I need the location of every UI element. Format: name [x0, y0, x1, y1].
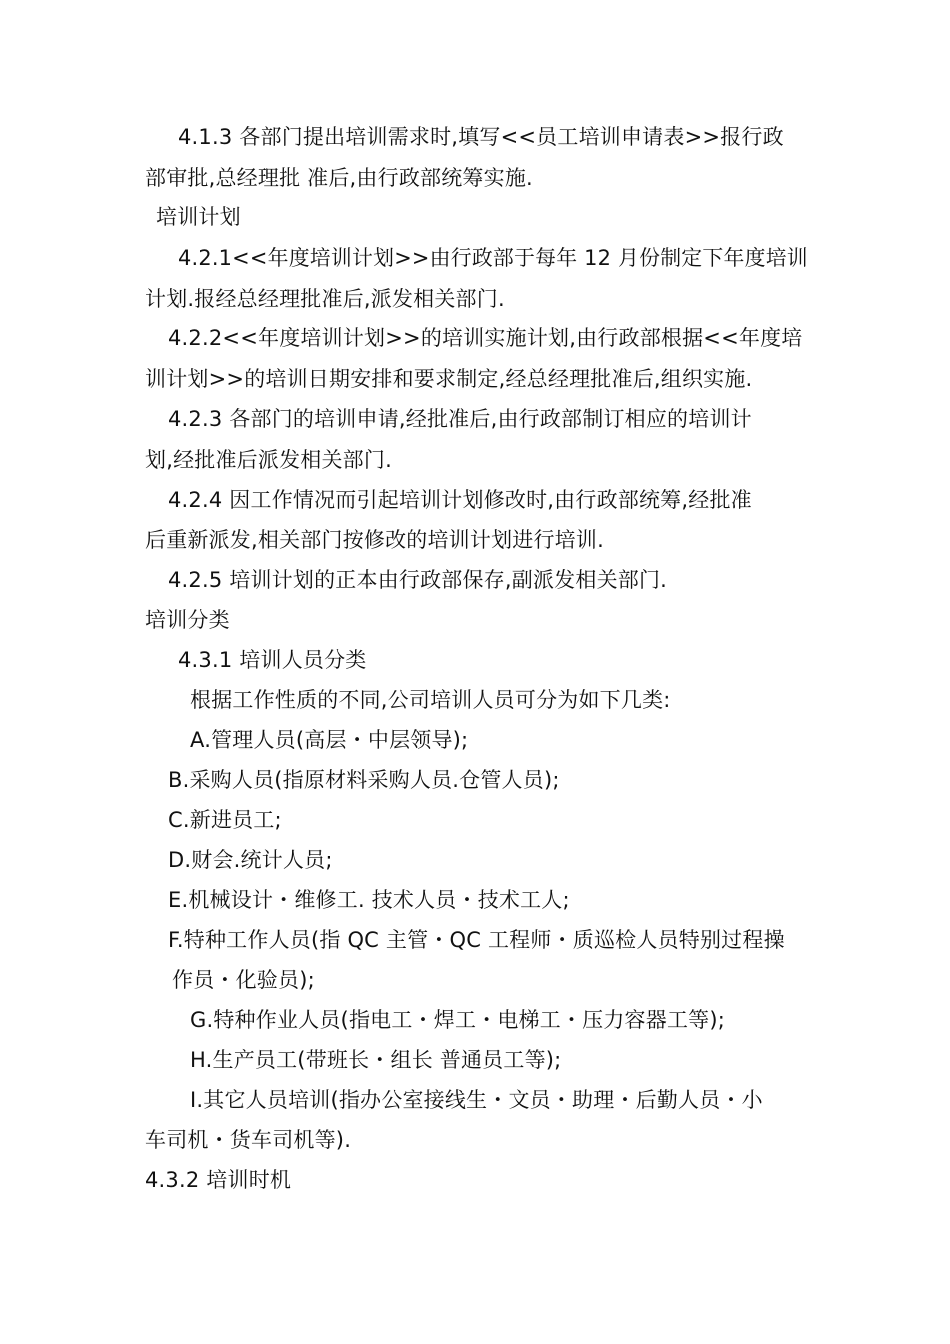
list-item: A.管理人员(高层・中层领导);	[190, 728, 469, 752]
list-item: H.生产员工(带班长・组长 普通员工等);	[190, 1048, 562, 1072]
section-heading: 培训分类	[145, 608, 230, 632]
paragraph-line: 4.2.3 各部门的培训申请,经批准后,由行政部制订相应的培训计	[168, 407, 752, 431]
list-item: D.财会.统计人员;	[168, 848, 333, 872]
list-item: 车司机・货车司机等).	[145, 1128, 352, 1152]
paragraph-line: 根据工作性质的不同,公司培训人员可分为如下几类:	[190, 688, 671, 712]
paragraph-line: 划,经批准后派发相关部门.	[145, 448, 392, 472]
list-item: 作员・化验员);	[172, 968, 315, 992]
paragraph-line: 后重新派发,相关部门按修改的培训计划进行培训.	[145, 528, 604, 552]
paragraph-line: 部审批,总经理批 准后,由行政部统筹实施.	[145, 166, 533, 190]
list-item: I.其它人员培训(指办公室接线生・文员・助理・后勤人员・小	[190, 1088, 763, 1112]
paragraph-line: 4.2.5 培训计划的正本由行政部保存,副派发相关部门.	[168, 568, 668, 592]
paragraph-line: 计划.报经总经理批准后,派发相关部门.	[145, 287, 505, 311]
paragraph-line: 训计划>>的培训日期安排和要求制定,经总经理批准后,组织实施.	[145, 367, 753, 391]
paragraph-line: 4.2.4 因工作情况而引起培训计划修改时,由行政部统筹,经批准	[168, 488, 752, 512]
list-item: G.特种作业人员(指电工・焊工・电梯工・压力容器工等);	[190, 1008, 726, 1032]
subsection-heading: 4.3.2 培训时机	[145, 1168, 292, 1192]
list-item: C.新进员工;	[168, 808, 282, 832]
list-item: E.机械设计・维修工. 技术人员・技术工人;	[168, 888, 570, 912]
section-heading: 培训计划	[156, 205, 241, 229]
list-item: B.采购人员(指原材料采购人员.仓管人员);	[168, 768, 560, 792]
paragraph-line: 4.2.2<<年度培训计划>>的培训实施计划,由行政部根据<<年度培	[168, 326, 803, 350]
paragraph-line: 4.1.3 各部门提出培训需求时,填写<<员工培训申请表>>报行政	[178, 125, 784, 149]
list-item: F.特种工作人员(指 QC 主管・QC 工程师・质巡检人员特别过程操	[168, 928, 785, 952]
subsection-heading: 4.3.1 培训人员分类	[178, 648, 367, 672]
paragraph-line: 4.2.1<<年度培训计划>>由行政部于每年 12 月份制定下年度培训	[178, 246, 808, 270]
